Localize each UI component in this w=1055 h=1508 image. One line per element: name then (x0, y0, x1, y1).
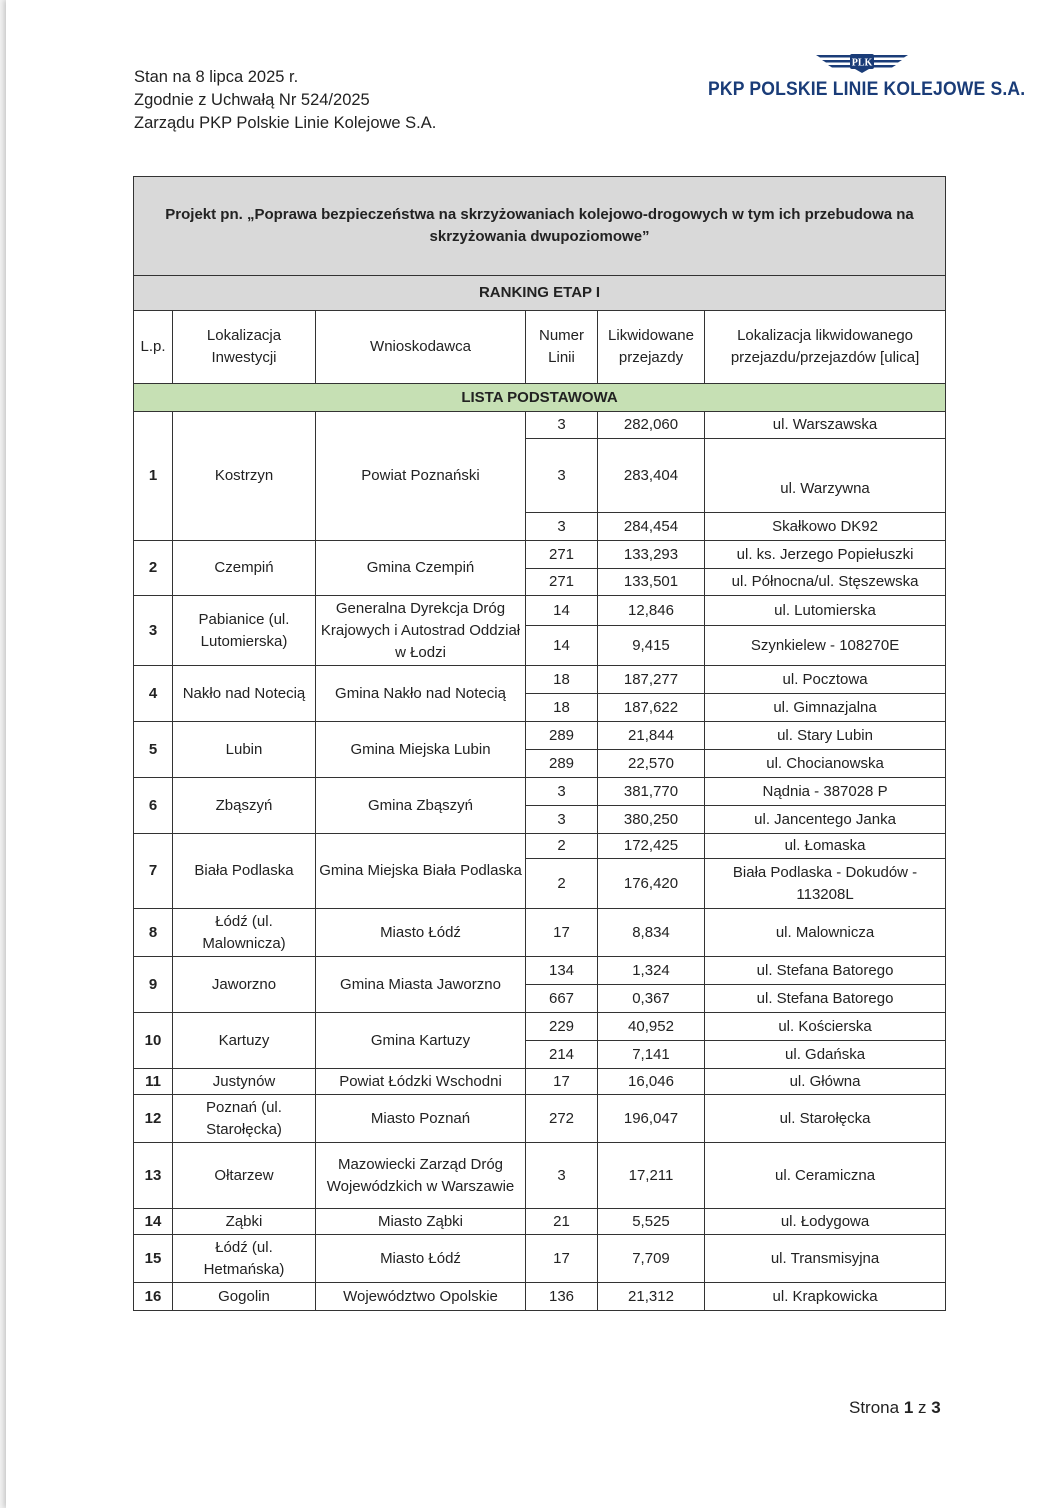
row-lokalizacja: Poznań (ul. Starołęcka) (173, 1095, 316, 1143)
row-numer-linii: 271 (526, 541, 598, 569)
column-header-row (134, 311, 946, 384)
row-wnioskodawca: Gmina Nakło nad Notecią (316, 666, 526, 722)
row-ulica: Biała Podlaska - Dokudów - 113208L (705, 859, 946, 909)
row-lp: 16 (134, 1283, 173, 1311)
row-lokalizacja: Lubin (173, 722, 316, 778)
row-przejazd: 12,846 (598, 596, 705, 626)
row-ulica: ul. Ceramiczna (705, 1143, 946, 1209)
page-number (849, 1398, 941, 1418)
row-przejazd: 40,952 (598, 1013, 705, 1041)
ranking-title: RANKING ETAP I (134, 276, 946, 311)
row-przejazd: 9,415 (598, 626, 705, 666)
row-lokalizacja: Pabianice (ul. Lutomierska) (173, 596, 316, 666)
row-numer-linii: 667 (526, 985, 598, 1013)
row-przejazd: 381,770 (598, 778, 705, 806)
row-przejazd: 16,046 (598, 1069, 705, 1095)
table-row (134, 778, 946, 806)
row-numer-linii: 3 (526, 412, 598, 439)
row-przejazd: 5,525 (598, 1209, 705, 1235)
row-numer-linii: 271 (526, 569, 598, 596)
row-przejazd: 172,425 (598, 834, 705, 859)
row-przejazd: 283,404 (598, 439, 705, 513)
row-lokalizacja: Biała Podlaska (173, 834, 316, 909)
row-przejazd: 133,501 (598, 569, 705, 596)
row-przejazd: 1,324 (598, 957, 705, 985)
row-numer-linii: 2 (526, 834, 598, 859)
row-przejazd: 7,709 (598, 1235, 705, 1283)
row-ulica: ul. Łodygowa (705, 1209, 946, 1235)
row-lp: 14 (134, 1209, 173, 1235)
col-header-ulica: Lokalizacja likwidowanego przejazdu/przejazdów [ulica] (705, 311, 946, 384)
row-ulica: ul. Malownicza (705, 909, 946, 957)
page-current: 1 (903, 1398, 914, 1417)
row-numer-linii: 229 (526, 1013, 598, 1041)
table-row (134, 596, 946, 626)
row-lokalizacja: Justynów (173, 1069, 316, 1095)
row-wnioskodawca: Gmina Zbąszyń (316, 778, 526, 834)
col-header-lp: L.p. (134, 311, 173, 384)
row-ulica: ul. Warszawska (705, 412, 946, 439)
row-lp: 13 (134, 1143, 173, 1209)
row-ulica: ul. ks. Jerzego Popiełuszki (705, 541, 946, 569)
row-numer-linii: 289 (526, 722, 598, 750)
row-numer-linii: 3 (526, 1143, 598, 1209)
table-row (134, 666, 946, 694)
table-row (134, 909, 946, 957)
header-date: Stan na 8 lipca 2025 r. (134, 68, 299, 86)
document-page (6, 0, 1055, 1508)
row-numer-linii: 14 (526, 626, 598, 666)
row-przejazd: 0,367 (598, 985, 705, 1013)
row-wnioskodawca: Województwo Opolskie (316, 1283, 526, 1311)
row-ulica: ul. Warzywna (705, 439, 946, 513)
page-sep: z (918, 1398, 927, 1417)
row-lokalizacja: Łódź (ul. Hetmańska) (173, 1235, 316, 1283)
row-lokalizacja: Jaworzno (173, 957, 316, 1013)
row-numer-linii: 134 (526, 957, 598, 985)
table-row (134, 1095, 946, 1143)
row-wnioskodawca: Gmina Miejska Biała Podlaska (316, 834, 526, 909)
section-lista-podstawowa: LISTA PODSTAWOWA (134, 384, 946, 412)
row-numer-linii: 3 (526, 778, 598, 806)
plk-logo-text: PKP POLSKIE LINIE KOLEJOWE S.A. (708, 78, 1026, 100)
row-lp: 9 (134, 957, 173, 1013)
row-numer-linii: 17 (526, 1235, 598, 1283)
row-lp: 12 (134, 1095, 173, 1143)
row-numer-linii: 214 (526, 1041, 598, 1069)
col-header-lokalizacja: Lokalizacja Inwestycji (173, 311, 316, 384)
row-przejazd: 282,060 (598, 412, 705, 439)
row-numer-linii: 18 (526, 694, 598, 722)
row-przejazd: 7,141 (598, 1041, 705, 1069)
row-wnioskodawca: Generalna Dyrekcja Dróg Krajowych i Autostrad Oddział w Łodzi (316, 596, 526, 666)
row-ulica: ul. Stefana Batorego (705, 985, 946, 1013)
row-przejazd: 21,844 (598, 722, 705, 750)
row-wnioskodawca: Gmina Czempiń (316, 541, 526, 596)
row-ulica: ul. Gimnazjalna (705, 694, 946, 722)
row-ulica: ul. Północna/ul. Stęszewska (705, 569, 946, 596)
row-numer-linii: 17 (526, 909, 598, 957)
row-wnioskodawca: Powiat Poznański (316, 412, 526, 541)
row-ulica: Szynkielew - 108270E (705, 626, 946, 666)
row-ulica: ul. Główna (705, 1069, 946, 1095)
emblem-text: PLK (851, 57, 873, 69)
plk-emblem-icon (814, 50, 910, 74)
row-lp: 10 (134, 1013, 173, 1069)
page-total: 3 (931, 1398, 941, 1417)
row-przejazd: 187,622 (598, 694, 705, 722)
table-row (134, 1235, 946, 1283)
row-lp: 4 (134, 666, 173, 722)
row-wnioskodawca: Mazowiecki Zarząd Dróg Wojewódzkich w Warszawie (316, 1143, 526, 1209)
row-przejazd: 196,047 (598, 1095, 705, 1143)
table-row (134, 957, 946, 985)
table-row (134, 722, 946, 750)
row-wnioskodawca: Gmina Miasta Jaworzno (316, 957, 526, 1013)
row-przejazd: 284,454 (598, 513, 705, 541)
row-ulica: ul. Lutomierska (705, 596, 946, 626)
row-ulica: ul. Starołęcka (705, 1095, 946, 1143)
row-numer-linii: 289 (526, 750, 598, 778)
plk-logo (706, 48, 1024, 108)
row-lokalizacja: Kartuzy (173, 1013, 316, 1069)
col-header-przejazdy: Likwidowane przejazdy (598, 311, 705, 384)
row-wnioskodawca: Miasto Poznań (316, 1095, 526, 1143)
row-lokalizacja: Gogolin (173, 1283, 316, 1311)
row-numer-linii: 136 (526, 1283, 598, 1311)
document-header (134, 66, 436, 135)
row-wnioskodawca: Gmina Kartuzy (316, 1013, 526, 1069)
row-przejazd: 8,834 (598, 909, 705, 957)
row-lokalizacja: Ołtarzew (173, 1143, 316, 1209)
row-lokalizacja: Łódź (ul. Malownicza) (173, 909, 316, 957)
header-resolution: Zgodnie z Uchwałą Nr 524/2025 (134, 91, 370, 109)
row-ulica: ul. Jancentego Janka (705, 806, 946, 834)
row-numer-linii: 3 (526, 439, 598, 513)
row-ulica: ul. Łomaska (705, 834, 946, 859)
row-numer-linii: 18 (526, 666, 598, 694)
row-przejazd: 176,420 (598, 859, 705, 909)
row-lp: 3 (134, 596, 173, 666)
row-ulica: ul. Krapkowicka (705, 1283, 946, 1311)
table-row (134, 1069, 946, 1095)
row-ulica: ul. Stary Lubin (705, 722, 946, 750)
row-lp: 2 (134, 541, 173, 596)
row-numer-linii: 14 (526, 596, 598, 626)
row-ulica: ul. Pocztowa (705, 666, 946, 694)
table-row (134, 1283, 946, 1311)
row-ulica: ul. Kościerska (705, 1013, 946, 1041)
row-ulica: ul. Gdańska (705, 1041, 946, 1069)
row-numer-linii: 3 (526, 513, 598, 541)
table-row (134, 1209, 946, 1235)
table-row (134, 834, 946, 859)
row-przejazd: 133,293 (598, 541, 705, 569)
row-przejazd: 22,570 (598, 750, 705, 778)
row-lp: 1 (134, 412, 173, 541)
col-header-wnioskodawca: Wnioskodawca (316, 311, 526, 384)
row-lokalizacja: Nakło nad Notecią (173, 666, 316, 722)
row-ulica: ul. Stefana Batorego (705, 957, 946, 985)
row-numer-linii: 21 (526, 1209, 598, 1235)
row-przejazd: 380,250 (598, 806, 705, 834)
row-lp: 7 (134, 834, 173, 909)
row-numer-linii: 3 (526, 806, 598, 834)
row-numer-linii: 17 (526, 1069, 598, 1095)
row-lokalizacja: Kostrzyn (173, 412, 316, 541)
row-ulica: Skałkowo DK92 (705, 513, 946, 541)
col-header-numer-linii: Numer Linii (526, 311, 598, 384)
row-lp: 15 (134, 1235, 173, 1283)
row-lp: 11 (134, 1069, 173, 1095)
row-lokalizacja: Czempiń (173, 541, 316, 596)
table-row (134, 412, 946, 439)
row-lp: 6 (134, 778, 173, 834)
row-lokalizacja: Ząbki (173, 1209, 316, 1235)
row-wnioskodawca: Miasto Ząbki (316, 1209, 526, 1235)
row-lp: 5 (134, 722, 173, 778)
header-board: Zarządu PKP Polskie Linie Kolejowe S.A. (134, 114, 437, 132)
row-wnioskodawca: Miasto Łódź (316, 909, 526, 957)
row-numer-linii: 2 (526, 859, 598, 909)
row-przejazd: 21,312 (598, 1283, 705, 1311)
row-lokalizacja: Zbąszyń (173, 778, 316, 834)
row-lp: 8 (134, 909, 173, 957)
row-wnioskodawca: Miasto Łódź (316, 1235, 526, 1283)
table-row (134, 1013, 946, 1041)
page-prefix: Strona (849, 1398, 900, 1417)
row-ulica: Nądnia - 387028 P (705, 778, 946, 806)
row-numer-linii: 272 (526, 1095, 598, 1143)
row-ulica: ul. Chocianowska (705, 750, 946, 778)
row-przejazd: 17,211 (598, 1143, 705, 1209)
row-ulica: ul. Transmisyjna (705, 1235, 946, 1283)
row-wnioskodawca: Gmina Miejska Lubin (316, 722, 526, 778)
row-przejazd: 187,277 (598, 666, 705, 694)
project-title: Projekt pn. „Poprawa bezpieczeństwa na skrzyżowaniach kolejowo-drogowych w tym ich przebudowa na skrzyżowania dwupoziomowe” (134, 177, 946, 276)
row-wnioskodawca: Powiat Łódzki Wschodni (316, 1069, 526, 1095)
table-row (134, 1143, 946, 1209)
table-row (134, 541, 946, 569)
ranking-table (133, 176, 946, 1311)
